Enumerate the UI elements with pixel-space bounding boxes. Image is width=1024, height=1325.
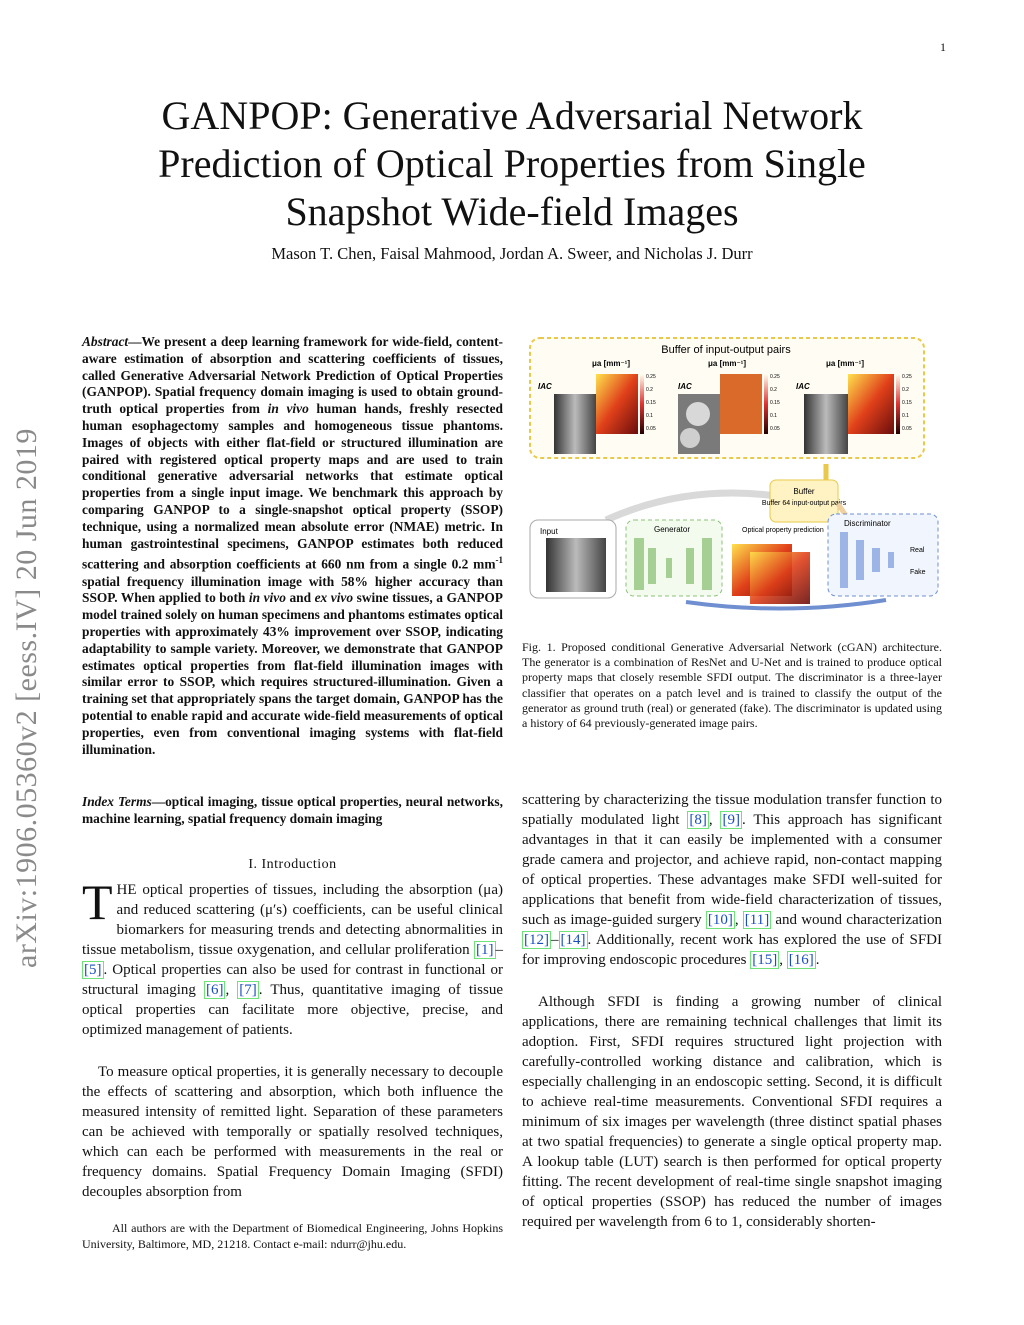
svg-text:0.1: 0.1 <box>902 413 909 419</box>
svg-text:0.2: 0.2 <box>646 387 653 393</box>
figure-1 <box>526 334 942 614</box>
buffer-box-label: Buffer <box>793 487 815 496</box>
svg-text:0.05: 0.05 <box>902 426 912 432</box>
body-text: and wound characterization <box>771 912 942 928</box>
citation-link[interactable]: [1] <box>476 942 494 958</box>
colorbar <box>640 374 644 434</box>
citation-link[interactable]: [5] <box>84 962 102 978</box>
svg-text:Buffer 64 input-output pairs: Buffer 64 input-output pairs <box>761 500 847 507</box>
index-terms-label: Index Terms <box>82 794 152 809</box>
citation-link[interactable]: [10] <box>707 912 733 928</box>
mu-a-label: μa [mm⁻¹] <box>592 359 631 368</box>
abstract-superscript: -1 <box>495 555 503 566</box>
body-text: , <box>734 912 743 928</box>
intro-text: , <box>225 982 238 998</box>
svg-text:0.15: 0.15 <box>646 400 656 406</box>
dropcap: T <box>82 874 113 930</box>
svg-text:0.1: 0.1 <box>770 413 777 419</box>
colorbar <box>764 374 768 434</box>
citation-link[interactable]: [6] <box>205 982 224 998</box>
body-text: . Additionally, recent work has explored the use of SFDI for improving endoscopic procedures <box>522 932 942 968</box>
svg-text:0.05: 0.05 <box>770 426 780 432</box>
index-terms-text: —optical imaging, tissue optical properties, neural networks, machine learning, spatial frequency domain imaging <box>82 794 503 826</box>
input-image <box>804 394 848 454</box>
svg-text:0.15: 0.15 <box>902 400 912 406</box>
abstract-text: swine tissues, a GANPOP model trained solely on human specimens and phantoms estimates optical properties with approximately 43% improvement over SSOP, indicating adaptability to sample variety. Moreover, we demonstrate that GANPOP estimates optical properties from flat-field illumination images with similar error to SSOP, which requires structured-illumination. Given a training set that appropriately spans the target domain, GANPOP has the potential to enable rapid and accurate wide-field measurements of optical properties, even from conventional imaging systems with flat-field illumination. <box>82 590 503 757</box>
body-text: . This approach has significant advantages in that it can easily be implemented with a consumer grade camera and projector, and achieve rapid, non-contact mapping of optical properties. These advantages make SFDI well-suited for applications that benefit from wide-field characterization of tissues, such as image-guided surgery <box>522 812 942 928</box>
input-image <box>554 394 596 454</box>
i-ac-label: IAC <box>538 382 552 391</box>
fake-label: Fake <box>910 569 926 576</box>
citation-link[interactable]: [15] <box>752 952 778 968</box>
cgan-diagram <box>526 334 942 614</box>
index-terms <box>82 794 503 828</box>
abstract-label: Abstract <box>82 334 129 349</box>
generator-label: Generator <box>654 525 691 534</box>
intro-text: . Thus, quantitative imaging of tissue optical properties can facilitate more objective, precise, and optimized management of patients. <box>82 982 503 1038</box>
prediction-label: Optical property prediction <box>742 527 824 534</box>
svg-text:0.15: 0.15 <box>770 400 780 406</box>
abstract-text: human hands, freshly resected human esophagectomy samples and homogeneous tissue phantoms. Images of objects with either flat-field or structured illumination are paired with registered optical property maps and are used to train conditional generative adversarial networks that estimate optical properties from a single input image. We benchmark this approach by comparing GANPOP to a single-snapshot optical property (SSOP) technique, using a normalized mean absolute error (NMAE) metric. In human gastrointestinal specimens, GANPOP estimates both reduced scattering and absorption coefficients at 660 nm from a single 0.2 mm <box>82 401 503 572</box>
input-label: Input <box>540 527 558 536</box>
svg-text:0.25: 0.25 <box>770 374 780 380</box>
arxiv-stamp: arXiv:1906.05360v2 [eess.IV] 20 Jun 2019 <box>10 428 43 968</box>
discriminator-label: Discriminator <box>844 519 891 528</box>
right-paragraph <box>522 790 942 970</box>
svg-text:0.1: 0.1 <box>646 413 653 419</box>
svg-text:0.05: 0.05 <box>646 426 656 432</box>
abstract-in-vivo: in vivo <box>248 590 286 606</box>
citation-link[interactable]: [9] <box>722 812 740 828</box>
abstract <box>82 334 503 758</box>
mu-a-label: μa [mm⁻¹] <box>708 359 747 368</box>
figure-caption: Fig. 1. Proposed conditional Generative Adversarial Network (cGAN) architecture. The generator is a combination of ResNet and U-Net and is trained to produce optical property maps that closely resemble SFDI output. The discriminator is a three-layer classifier that operates on a patch level and is trained to classify the output of the generator as ground truth (real) or generated (fake). The discriminator is updated using a history of 64 previously-generated image pairs. <box>522 640 942 731</box>
body-text: – <box>551 932 559 948</box>
svg-text:0.2: 0.2 <box>902 387 909 393</box>
input-image <box>546 538 606 592</box>
footnote: All authors are with the Department of Biomedical Engineering, Johns Hopkins University, Baltimore, MD, 21218. Contact e-mail: ndurr@jhu.edu. <box>82 1221 503 1251</box>
mu-a-label: μa [mm⁻¹] <box>826 359 865 368</box>
svg-text:0.25: 0.25 <box>646 374 656 380</box>
svg-text:0.2: 0.2 <box>770 387 777 393</box>
abstract-text: spatial frequency illumination image with 58% higher accuracy than SSOP. When applied to both <box>82 573 503 606</box>
property-map <box>596 374 638 434</box>
body-text: , <box>779 952 787 968</box>
body-text: , <box>708 812 721 828</box>
abstract-text: —We present a deep learning framework for wide-field, content-aware estimation of absorption and scattering coefficients of tissues, called Generative Adversarial Network Prediction of Optical Properties (GANPOP). Spatial frequency domain imaging is used to obtain ground-truth optical properties from <box>82 334 503 417</box>
citation-link[interactable]: [8] <box>689 812 707 828</box>
property-map <box>720 374 762 434</box>
page-number: 1 <box>940 40 946 54</box>
property-map <box>848 374 894 434</box>
citation-link[interactable]: [16] <box>788 952 814 968</box>
real-label: Real <box>910 547 925 554</box>
body-text: . <box>815 952 820 968</box>
i-ac-label: IAC <box>796 382 810 391</box>
intro-paragraph <box>82 874 503 1040</box>
paper-authors: Mason T. Chen, Faisal Mahmood, Jordan A. Sweer, and Nicholas J. Durr <box>271 244 753 263</box>
body-text: scattering by characterizing the tissue modulation transfer function to spatially modulated light <box>522 792 942 828</box>
intro-text: . Optical properties can also be used for contrast in functional or structural imaging <box>82 962 503 998</box>
paper-title: GANPOP: Generative Adversarial Network Prediction of Optical Properties from Single Snapshot Wide-field Images <box>158 93 866 234</box>
buffer-title: Buffer of input-output pairs <box>661 344 791 356</box>
svg-text:0.25: 0.25 <box>902 374 912 380</box>
citation-link[interactable]: [12] <box>524 932 549 948</box>
colorbar <box>896 374 900 434</box>
i-ac-label: IAC <box>678 382 692 391</box>
intro-paragraph: To measure optical properties, it is generally necessary to decouple the effects of scattering and absorption, which both influence the measured intensity of remitted light. Separation of these parameters can be achieved with temporally or spatially resolved techniques, which can each be performed with measurements in the real or frequency domains. Spatial Frequency Domain Imaging (SFDI) decouples absorption from <box>82 1064 503 1200</box>
section-heading: I. Introduction <box>248 857 337 872</box>
intro-text: – <box>495 942 503 958</box>
intro-text: HE optical properties of tissues, including the absorption (μa) and reduced scattering (μ′s) coefficients, can be useful clinical biomarkers for measuring trends and detecting abnormalities in tissue metabolism, tissue oxygenation, and cellular proliferation <box>82 882 503 958</box>
citation-link[interactable]: [11] <box>744 912 770 928</box>
abstract-ex-vivo: ex vivo <box>314 590 354 606</box>
citation-link[interactable]: [14] <box>560 932 586 948</box>
right-paragraph: Although SFDI is finding a growing number of clinical applications, there are remaining technical challenges that limit its adoption. First, SFDI requires structured light projection with carefully-controlled working distance and calibration, which is especially challenging in an endoscopic setting. Second, it is difficult to achieve real-time measurements. Conventional SFDI requires a minimum of six images per wavelength (three distinct spatial phases at two spatial frequencies) to generate a single optical property map. A lookup table (LUT) search is then performed for optical property fitting. The recent development of real-time single snapshot imaging of optical properties (SSOP) has reduced the number of images required per wavelength from 6 to 1, considerably shorten- <box>522 994 942 1230</box>
abstract-in-vivo: in vivo <box>267 401 309 417</box>
abstract-text: and <box>285 590 315 606</box>
citation-link[interactable]: [7] <box>239 982 257 998</box>
